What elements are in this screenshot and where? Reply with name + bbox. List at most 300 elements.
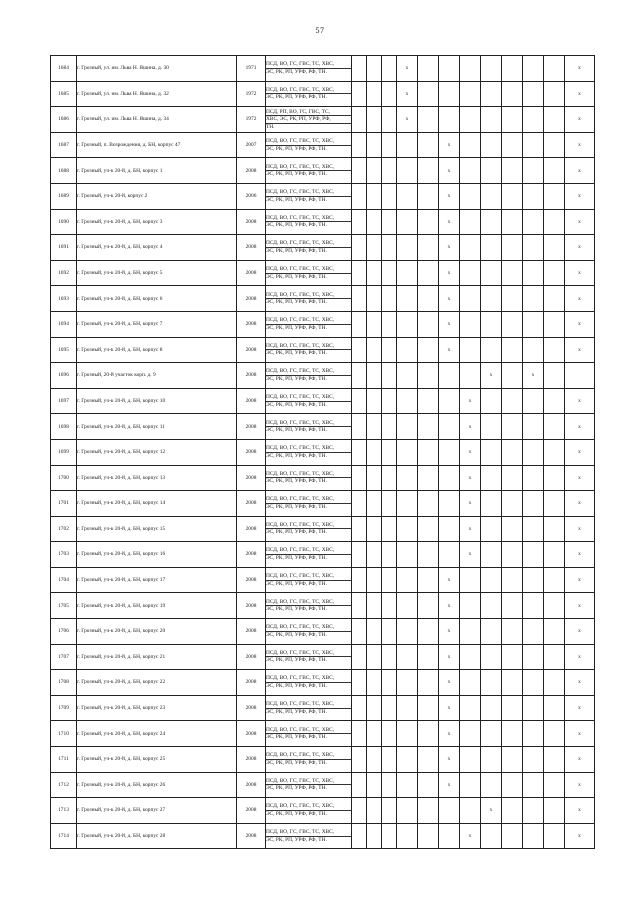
- year-cell: 2008: [237, 798, 266, 824]
- mark-cell: [544, 491, 565, 517]
- systems-cell: [266, 516, 352, 542]
- mark-cell: [502, 183, 523, 209]
- mark-cell: [382, 542, 397, 568]
- systems-line: ЭС, РК, РП, УРФ, РФ, ТН.: [266, 657, 327, 664]
- year-cell: 2008: [237, 721, 266, 747]
- mark-cell: [352, 465, 367, 491]
- mark-cell: [523, 670, 544, 696]
- mark-cell: х: [565, 798, 595, 824]
- table-row: [51, 311, 595, 337]
- mark-cell: [481, 286, 502, 312]
- mark-cell: х: [565, 516, 595, 542]
- mark-cell: [418, 414, 439, 440]
- mark-cell: [352, 491, 367, 517]
- systems-line: ПСД, ВО, ГС, ГВС, ТС, ХВС,: [266, 87, 351, 95]
- mark-cell: [439, 81, 460, 107]
- mark-cell: [382, 823, 397, 849]
- table-row: [51, 567, 595, 593]
- mark-cell: [481, 747, 502, 773]
- mark-cell: х: [565, 107, 595, 133]
- mark-cell: [352, 772, 367, 798]
- mark-cell: [523, 132, 544, 158]
- mark-cell: х: [439, 183, 460, 209]
- mark-cell: [418, 337, 439, 363]
- mark-cell: [418, 593, 439, 619]
- address-cell: г. Грозный, уч-к 20-й, д. БН, корпус 5: [77, 260, 237, 286]
- mark-cell: х: [565, 491, 595, 517]
- mark-cell: [352, 798, 367, 824]
- mark-cell: [397, 260, 418, 286]
- mark-cell: [523, 183, 544, 209]
- mark-cell: [544, 388, 565, 414]
- mark-cell: [481, 670, 502, 696]
- table-row: [51, 81, 595, 107]
- mark-cell: [502, 465, 523, 491]
- mark-cell: [352, 721, 367, 747]
- mark-cell: х: [565, 56, 595, 82]
- systems-cell: [266, 542, 352, 568]
- row-number: 1684: [51, 56, 77, 82]
- mark-cell: [367, 644, 382, 670]
- mark-cell: [397, 286, 418, 312]
- mark-cell: [460, 235, 481, 261]
- mark-cell: [382, 81, 397, 107]
- mark-cell: х: [460, 491, 481, 517]
- year-cell: 2008: [237, 747, 266, 773]
- table-row: [51, 260, 595, 286]
- systems-line: ЭС, РК, РП, УРФ, РФ, ТН.: [266, 811, 327, 818]
- mark-cell: [397, 567, 418, 593]
- systems-line: ЭС, РК, РП, УРФ, РФ, ТН.: [266, 683, 327, 690]
- mark-cell: [352, 56, 367, 82]
- systems-line: ЭС, РК, РП, УРФ, РФ, ТН.: [266, 785, 327, 792]
- mark-cell: [523, 542, 544, 568]
- year-cell: 2008: [237, 337, 266, 363]
- mark-cell: [544, 439, 565, 465]
- mark-cell: [460, 593, 481, 619]
- mark-cell: [481, 235, 502, 261]
- table-row: [51, 132, 595, 158]
- mark-cell: [460, 670, 481, 696]
- mark-cell: х: [565, 644, 595, 670]
- mark-cell: [418, 644, 439, 670]
- mark-cell: х: [439, 567, 460, 593]
- systems-cell: [266, 644, 352, 670]
- mark-cell: [523, 311, 544, 337]
- mark-cell: [544, 542, 565, 568]
- systems-cell: [266, 593, 352, 619]
- row-number: 1702: [51, 516, 77, 542]
- mark-cell: [367, 107, 382, 133]
- mark-cell: [544, 619, 565, 645]
- mark-cell: х: [460, 542, 481, 568]
- table-row: [51, 670, 595, 696]
- table-row: [51, 772, 595, 798]
- mark-cell: [481, 414, 502, 440]
- mark-cell: [418, 721, 439, 747]
- systems-line: ЭС, РК, РП, УРФ, РФ, ТН.: [266, 478, 327, 485]
- systems-line: ЭС, РК, РП, УРФ, РФ, ТН.: [266, 503, 327, 510]
- systems-line: ПСД, ВО, ГС, ГВС, ТС, ХВС,: [266, 138, 351, 146]
- mark-cell: х: [565, 158, 595, 184]
- mark-cell: [397, 337, 418, 363]
- mark-cell: [481, 388, 502, 414]
- mark-cell: [397, 235, 418, 261]
- systems-line: ТН.: [266, 123, 275, 130]
- mark-cell: [502, 491, 523, 517]
- mark-cell: [382, 491, 397, 517]
- mark-cell: [439, 516, 460, 542]
- systems-line: ЭС, РК, РП, УРФ, РФ, ТН.: [266, 836, 327, 843]
- address-cell: г. Грозный, уч-к 20-й, д. БН, корпус 4: [77, 235, 237, 261]
- systems-line: ПСД, ВО, ГС, ГВС, ТС, ХВС,: [266, 624, 351, 632]
- mark-cell: [523, 337, 544, 363]
- mark-cell: [418, 235, 439, 261]
- mark-cell: х: [565, 235, 595, 261]
- mark-cell: [523, 107, 544, 133]
- table-row: [51, 209, 595, 235]
- mark-cell: [397, 593, 418, 619]
- mark-cell: х: [439, 337, 460, 363]
- mark-cell: [502, 286, 523, 312]
- table-row: [51, 107, 595, 133]
- year-cell: 2008: [237, 619, 266, 645]
- mark-cell: [544, 695, 565, 721]
- mark-cell: [523, 747, 544, 773]
- mark-cell: [460, 209, 481, 235]
- mark-cell: х: [460, 516, 481, 542]
- address-cell: г. Грозный, уч-к 20-й, д. БН, корпус 6: [77, 286, 237, 312]
- address-cell: г. Грозный, п. Возрождения, д. БН, корпус 47: [77, 132, 237, 158]
- mark-cell: [544, 260, 565, 286]
- mark-cell: [544, 823, 565, 849]
- mark-cell: х: [481, 798, 502, 824]
- mark-cell: [367, 695, 382, 721]
- systems-line: ПСД, ВО, ГС, ГВС, ТС, ХВС,: [266, 445, 351, 453]
- mark-cell: х: [565, 337, 595, 363]
- systems-cell: [266, 286, 352, 312]
- mark-cell: [544, 183, 565, 209]
- systems-line: ЭС, РК, РП, УРФ, РФ, ТН.: [266, 452, 327, 459]
- mark-cell: [418, 209, 439, 235]
- mark-cell: [439, 56, 460, 82]
- mark-cell: [544, 670, 565, 696]
- systems-line: ЭС, РК, РП, УРФ, РФ, ТН.: [266, 606, 327, 613]
- row-number: 1699: [51, 439, 77, 465]
- mark-cell: [502, 516, 523, 542]
- year-cell: 2008: [237, 567, 266, 593]
- mark-cell: [397, 439, 418, 465]
- mark-cell: [439, 798, 460, 824]
- mark-cell: [367, 465, 382, 491]
- systems-line: ПСД, ВО, ГС, ГВС, ТС, ХВС,: [266, 317, 351, 325]
- mark-cell: х: [439, 593, 460, 619]
- mark-cell: [367, 747, 382, 773]
- table-row: [51, 235, 595, 261]
- mark-cell: [460, 260, 481, 286]
- systems-cell: [266, 311, 352, 337]
- year-cell: 2008: [237, 209, 266, 235]
- mark-cell: [382, 183, 397, 209]
- mark-cell: [481, 593, 502, 619]
- mark-cell: х: [460, 388, 481, 414]
- mark-cell: [418, 491, 439, 517]
- mark-cell: [367, 516, 382, 542]
- mark-cell: х: [439, 721, 460, 747]
- mark-cell: [352, 183, 367, 209]
- mark-cell: [481, 619, 502, 645]
- mark-cell: х: [439, 619, 460, 645]
- mark-cell: [418, 439, 439, 465]
- mark-cell: [439, 388, 460, 414]
- mark-cell: х: [397, 107, 418, 133]
- mark-cell: [397, 311, 418, 337]
- year-cell: 1972: [237, 81, 266, 107]
- table-row: [51, 56, 595, 82]
- systems-line: ЭС, РК, РП, УРФ, РФ, ТН.: [266, 145, 327, 152]
- mark-cell: [352, 747, 367, 773]
- mark-cell: х: [565, 593, 595, 619]
- mark-cell: [523, 644, 544, 670]
- mark-cell: [352, 414, 367, 440]
- mark-cell: [502, 747, 523, 773]
- mark-cell: [367, 363, 382, 389]
- systems-cell: [266, 695, 352, 721]
- table-row: [51, 593, 595, 619]
- systems-cell: [266, 260, 352, 286]
- systems-line: ПСД, ВО, ГС, ГВС, ТС, ХВС,: [266, 727, 351, 735]
- systems-line: ПСД, ВО, ГС, ГВС, ТС, ХВС,: [266, 164, 351, 172]
- mark-cell: [460, 363, 481, 389]
- mark-cell: [502, 81, 523, 107]
- mark-cell: [367, 158, 382, 184]
- systems-line: ПСД, ВО, ГС, ГВС, ТС, ХВС,: [266, 599, 351, 607]
- year-cell: 2008: [237, 491, 266, 517]
- mark-cell: [481, 311, 502, 337]
- year-cell: 2008: [237, 286, 266, 312]
- systems-cell: [266, 235, 352, 261]
- address-cell: г. Грозный, уч-к 20-й, д. БН, корпус 19: [77, 593, 237, 619]
- mark-cell: [502, 235, 523, 261]
- systems-line: ЭС, РК, РП, УРФ, РФ, ТН.: [266, 94, 327, 101]
- mark-cell: х: [565, 695, 595, 721]
- mark-cell: х: [565, 260, 595, 286]
- systems-line: ПСД, ВО, ГС, ГВС, ТС, ХВС,: [266, 343, 351, 351]
- mark-cell: [523, 414, 544, 440]
- table-row: [51, 414, 595, 440]
- year-cell: 2008: [237, 363, 266, 389]
- systems-line: ХВС, ЭС, РК, РП, УРФ, РФ,: [266, 116, 351, 124]
- row-number: 1685: [51, 81, 77, 107]
- mark-cell: [352, 516, 367, 542]
- mark-cell: х: [565, 619, 595, 645]
- systems-line: ЭС, РК, РП, УРФ, РФ, ТН.: [266, 555, 327, 562]
- mark-cell: [382, 567, 397, 593]
- mark-cell: [418, 798, 439, 824]
- table-row: [51, 388, 595, 414]
- mark-cell: [397, 772, 418, 798]
- mark-cell: [352, 260, 367, 286]
- systems-line: ЭС, РК, РП, УРФ, РФ, ТН.: [266, 324, 327, 331]
- mark-cell: [397, 491, 418, 517]
- mark-cell: [481, 337, 502, 363]
- year-cell: 2008: [237, 542, 266, 568]
- systems-cell: [266, 337, 352, 363]
- mark-cell: [367, 670, 382, 696]
- systems-line: ПСД, ВО, ГС, ГВС, ТС, ХВС,: [266, 701, 351, 709]
- address-cell: г. Грозный, уч-к 20-й, д. БН, корпус 24: [77, 721, 237, 747]
- mark-cell: [352, 209, 367, 235]
- mark-cell: [460, 286, 481, 312]
- address-cell: г. Грозный, уч-к 20-й, д. БН, корпус 15: [77, 516, 237, 542]
- mark-cell: [382, 465, 397, 491]
- systems-line: ЭС, РК, РП, УРФ, РФ, ТН.: [266, 350, 327, 357]
- mark-cell: [418, 567, 439, 593]
- mark-cell: [367, 721, 382, 747]
- table-row: [51, 516, 595, 542]
- mark-cell: [523, 56, 544, 82]
- systems-line: ПСД, ВО, ГС, ГВС, ТС, ХВС,: [266, 778, 351, 786]
- row-number: 1686: [51, 107, 77, 133]
- mark-cell: [352, 363, 367, 389]
- mark-cell: [418, 183, 439, 209]
- mark-cell: [481, 491, 502, 517]
- mark-cell: [397, 132, 418, 158]
- mark-cell: [418, 286, 439, 312]
- mark-cell: [382, 209, 397, 235]
- year-cell: 2008: [237, 439, 266, 465]
- systems-line: ПСД, ВО, ГС, ГВС, ТС, ХВС,: [266, 292, 351, 300]
- mark-cell: [397, 823, 418, 849]
- mark-cell: [352, 695, 367, 721]
- mark-cell: [382, 363, 397, 389]
- address-cell: г. Грозный, уч-к 20-й, д. БН, корпус 27: [77, 798, 237, 824]
- mark-cell: [502, 311, 523, 337]
- mark-cell: [418, 388, 439, 414]
- row-number: 1700: [51, 465, 77, 491]
- year-cell: 2007: [237, 132, 266, 158]
- mark-cell: [502, 619, 523, 645]
- mark-cell: х: [439, 158, 460, 184]
- systems-line: ПСД, ВО, ГС, ГВС, ТС, ХВС,: [266, 573, 351, 581]
- systems-cell: [266, 388, 352, 414]
- systems-line: ЭС, РК, РП, УРФ, РФ, ТН.: [266, 401, 327, 408]
- systems-cell: [266, 747, 352, 773]
- systems-cell: [266, 56, 352, 82]
- mark-cell: [460, 56, 481, 82]
- mark-cell: [418, 158, 439, 184]
- mark-cell: х: [565, 183, 595, 209]
- mark-cell: [460, 798, 481, 824]
- mark-cell: [397, 721, 418, 747]
- mark-cell: [397, 363, 418, 389]
- mark-cell: [544, 286, 565, 312]
- mark-cell: [439, 414, 460, 440]
- mark-cell: [460, 81, 481, 107]
- mark-cell: [397, 209, 418, 235]
- systems-cell: [266, 670, 352, 696]
- systems-line: ЭС, РК, РП, УРФ, РФ, ТН.: [266, 273, 327, 280]
- mark-cell: [523, 516, 544, 542]
- systems-line: ЭС, РК, РП, УРФ, РФ, ТН.: [266, 529, 327, 536]
- mark-cell: [502, 439, 523, 465]
- mark-cell: х: [439, 747, 460, 773]
- table-row: [51, 721, 595, 747]
- address-cell: г. Грозный, уч-к 20-й, д. БН, корпус 13: [77, 465, 237, 491]
- mark-cell: [460, 158, 481, 184]
- row-number: 1714: [51, 823, 77, 849]
- mark-cell: [502, 593, 523, 619]
- mark-cell: [523, 81, 544, 107]
- mark-cell: х: [565, 721, 595, 747]
- mark-cell: [382, 388, 397, 414]
- row-number: 1692: [51, 260, 77, 286]
- mark-cell: [523, 567, 544, 593]
- mark-cell: [382, 695, 397, 721]
- mark-cell: [397, 465, 418, 491]
- mark-cell: [523, 695, 544, 721]
- systems-line: ЭС, РК, РП, УРФ, РФ, ТН.: [266, 68, 327, 75]
- row-number: 1698: [51, 414, 77, 440]
- mark-cell: [544, 311, 565, 337]
- systems-line: ЭС, РК, РП, УРФ, РФ, ТН.: [266, 222, 327, 229]
- address-cell: г. Грозный, уч-к 20-й, корпус 2: [77, 183, 237, 209]
- mark-cell: [544, 209, 565, 235]
- mark-cell: [544, 721, 565, 747]
- mark-cell: [502, 132, 523, 158]
- mark-cell: [382, 56, 397, 82]
- year-cell: 2008: [237, 158, 266, 184]
- systems-line: ПСД, ВО, ГС, ГВС, ТС, ХВС,: [266, 803, 351, 811]
- table-row: [51, 439, 595, 465]
- mark-cell: [367, 311, 382, 337]
- year-cell: 2008: [237, 823, 266, 849]
- mark-cell: х: [439, 235, 460, 261]
- mark-cell: [382, 516, 397, 542]
- mark-cell: [523, 388, 544, 414]
- systems-line: ПСД, ВО, ГС, ГВС, ТС, ХВС,: [266, 368, 351, 376]
- systems-line: ЭС, РК, РП, УРФ, РФ, ТН.: [266, 299, 327, 306]
- mark-cell: [502, 823, 523, 849]
- mark-cell: [523, 619, 544, 645]
- mark-cell: [352, 286, 367, 312]
- mark-cell: [502, 644, 523, 670]
- year-cell: 2008: [237, 516, 266, 542]
- mark-cell: х: [565, 439, 595, 465]
- mark-cell: [481, 772, 502, 798]
- mark-cell: [523, 772, 544, 798]
- year-cell: 2008: [237, 670, 266, 696]
- year-cell: 1971: [237, 56, 266, 82]
- mark-cell: [439, 107, 460, 133]
- row-number: 1711: [51, 747, 77, 773]
- systems-cell: [266, 439, 352, 465]
- mark-cell: [502, 414, 523, 440]
- mark-cell: [502, 209, 523, 235]
- systems-cell: [266, 414, 352, 440]
- systems-line: ПСД, ВО, ГС, ГВС, ТС, ХВС,: [266, 829, 351, 837]
- mark-cell: [367, 491, 382, 517]
- mark-cell: [544, 465, 565, 491]
- mark-cell: [523, 491, 544, 517]
- mark-cell: [502, 107, 523, 133]
- mark-cell: [418, 363, 439, 389]
- mark-cell: [523, 593, 544, 619]
- systems-cell: [266, 209, 352, 235]
- systems-line: ЭС, РК, РП, УРФ, РФ, ТН.: [266, 196, 327, 203]
- systems-line: ПСД, ВО, ГС, ГВС, ТС, ХВС,: [266, 215, 351, 223]
- mark-cell: [367, 567, 382, 593]
